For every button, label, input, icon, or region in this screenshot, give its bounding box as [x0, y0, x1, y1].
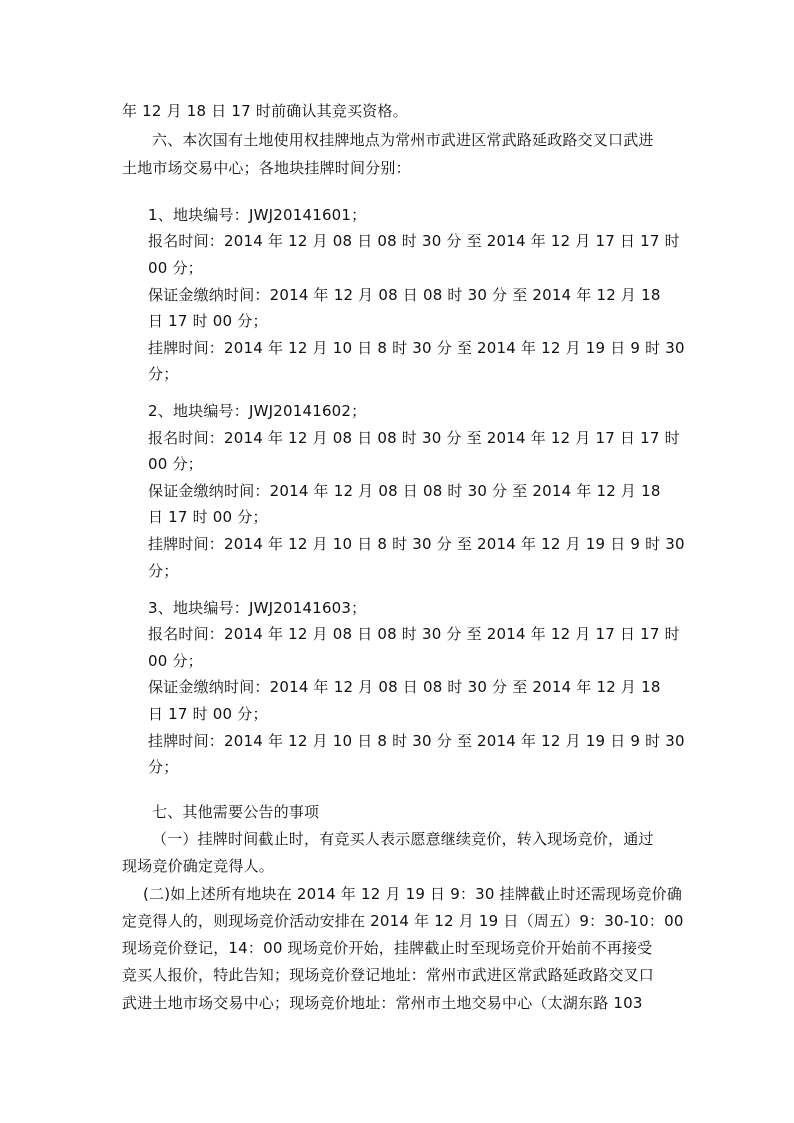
lot-3-listing-cont: 分； [148, 758, 179, 776]
text-line: 年 12 月 18 日 17 时前确认其竞买资格。 [122, 102, 408, 120]
lot-1-deposit-cont: 日 17 时 00 分； [148, 312, 268, 330]
lot-3-listing: 挂牌时间：2014 年 12 月 10 日 8 时 30 分 至 2014 年 12 月 19 日 9 时 30 [148, 732, 685, 750]
lot-3-registration-cont: 00 分； [148, 652, 203, 670]
lot-2-registration-cont: 00 分； [148, 455, 203, 473]
lot-3-title: 3、地块编号：JWJ20141603； [148, 599, 367, 617]
lot-1-deposit: 保证金缴纳时间：2014 年 12 月 08 日 08 时 30 分 至 2014 年 12 月 18 [148, 286, 661, 304]
lot-2-deposit: 保证金缴纳时间：2014 年 12 月 08 日 08 时 30 分 至 2014 年 12 月 18 [148, 482, 661, 500]
lot-1-registration-cont: 00 分； [148, 259, 203, 277]
lot-1-listing-cont: 分； [148, 365, 179, 383]
lot-2-listing: 挂牌时间：2014 年 12 月 10 日 8 时 30 分 至 2014 年 12 月 19 日 9 时 30 [148, 535, 685, 553]
lot-3-deposit-cont: 日 17 时 00 分； [148, 705, 268, 723]
text-line: 土地市场交易中心；各地块挂牌时间分别： [122, 159, 411, 177]
lot-1-registration: 报名时间：2014 年 12 月 08 日 08 时 30 分 至 2014 年 12 月 17 日 17 时 [148, 232, 680, 250]
section-7-heading: 七、其他需要公告的事项 [152, 803, 320, 821]
lot-1-listing: 挂牌时间：2014 年 12 月 10 日 8 时 30 分 至 2014 年 12 月 19 日 9 时 30 [148, 339, 685, 357]
lot-1-title: 1、地块编号：JWJ20141601； [148, 206, 367, 224]
paragraph-2-line: (二)如上述所有地块在 2014 年 12 月 19 日 9：30 挂牌截止时还需现场竞价确 [143, 885, 683, 903]
section-6-heading: 六、本次国有土地使用权挂牌地点为常州市武进区常武路延政路交叉口武进 [152, 131, 654, 149]
paragraph-2-line: 武进土地市场交易中心；现场竞价地址：常州市土地交易中心（太湖东路 103 [122, 994, 643, 1012]
paragraph-2-line: 竞买人报价，特此告知；现场竞价登记地址：常州市武进区常武路延政路交叉口 [122, 966, 655, 984]
lot-2-title: 2、地块编号：JWJ20141602； [148, 402, 367, 420]
lot-2-deposit-cont: 日 17 时 00 分； [148, 508, 268, 526]
lot-2-listing-cont: 分； [148, 562, 179, 580]
lot-2-registration: 报名时间：2014 年 12 月 08 日 08 时 30 分 至 2014 年 12 月 17 日 17 时 [148, 429, 680, 447]
paragraph-1-line: （一）挂牌时间截止时，有竞买人表示愿意继续竞价，转入现场竞价，通过 [152, 830, 654, 848]
paragraph-2-line: 定竞得人的，则现场竞价活动安排在 2014 年 12 月 19 日（周五）9：30-10：00 [122, 912, 684, 930]
lot-3-deposit: 保证金缴纳时间：2014 年 12 月 08 日 08 时 30 分 至 2014 年 12 月 18 [148, 678, 661, 696]
lot-3-registration: 报名时间：2014 年 12 月 08 日 08 时 30 分 至 2014 年 12 月 17 日 17 时 [148, 625, 680, 643]
paragraph-1-line: 现场竞价确定竞得人。 [122, 857, 275, 875]
paragraph-2-line: 现场竞价登记，14：00 现场竞价开始，挂牌截止时至现场竞价开始前不再接受 [122, 939, 653, 957]
